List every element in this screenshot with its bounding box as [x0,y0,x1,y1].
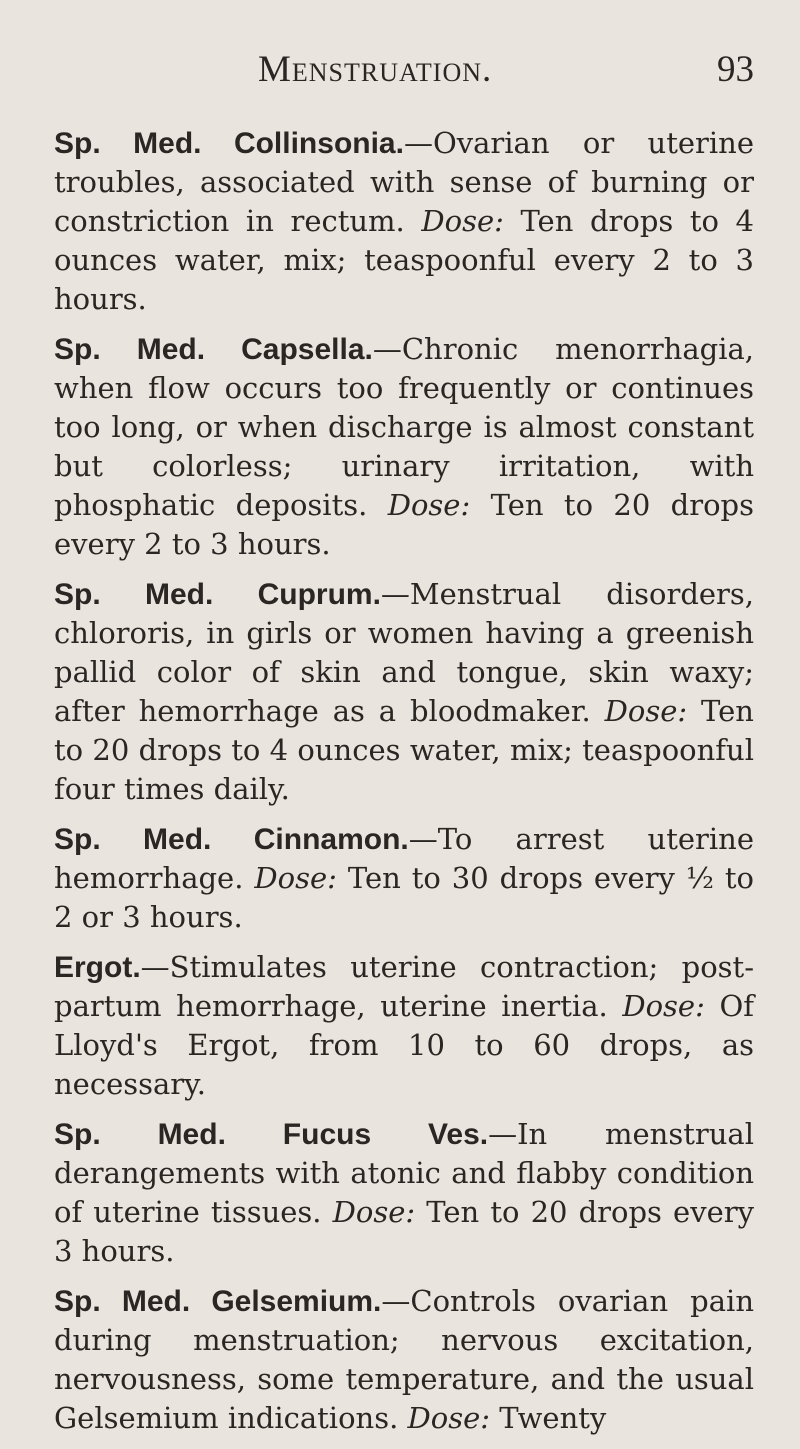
entry-description: —In menstrual derangements with atonic and flabby condition of uterine tissues. [54,1117,754,1229]
dose-label: Dose: [622,989,705,1023]
entry-cinnamon [54,820,754,937]
dose-label: Dose: [254,861,337,895]
dose-text: Ten drops to 4 ounces water, mix; teaspoonful every 2 to 3 hours. [54,204,755,316]
dose-label: Dose: [604,694,688,728]
entry-description: —Controls ovarian pain during menstruation; nervous excitation, nervousness, some temperature, and the usual Gelsemium indications. [54,1284,754,1435]
dose-text: Ten to 30 drops every ½ to 2 or 3 hours. [54,861,755,934]
entry-cuprum [54,575,754,809]
entry-collinsonia [54,124,754,319]
body-text [54,124,754,1449]
dose-text: Ten to 20 drops every 3 hours. [54,1195,755,1268]
entry-name: Ergot. [54,951,141,984]
entry-name: Sp. Med. Collinsonia. [54,127,404,160]
dose-label: Dose: [421,204,504,238]
dose-text: Twenty [490,1401,607,1435]
entry-description: —To arrest uterine hemorrhage. [54,822,754,895]
running-head [0,48,800,104]
running-head-title: Menstruation. [258,49,493,90]
entry-description: —Stimulates uterine contraction; post-partum hemorrhage, uterine inertia. [54,950,754,1023]
entry-gelsemium [54,1282,754,1438]
page-number: 93 [717,49,754,90]
dose-label: Dose: [407,1401,491,1435]
dose-text: Ten to 20 drops to 4 ounces water, mix; teaspoonful four times daily. [54,694,754,806]
dose-text: Ten to 20 drops every 2 to 3 hours. [54,488,754,561]
dose-text: Of Lloyd's Ergot, from 10 to 60 drops, as necessary. [54,989,754,1101]
entry-ergot [54,948,754,1104]
entry-description: —Ovarian or uterine troubles, associated with sense of burning or constriction in rectum. [54,126,754,238]
entry-capsella [54,330,754,564]
entry-name: Sp. Med. Cuprum. [54,578,381,611]
entry-fucus-ves [54,1115,754,1271]
entry-name: Sp. Med. Capsella. [54,333,373,366]
entry-name: Sp. Med. Fucus Ves. [54,1118,489,1151]
entry-description: —Menstrual disorders, chlororis, in girls or women having a greenish pallid color of skin and tongue, skin waxy; after hemorrhage as a bloodmaker. [54,577,755,728]
entry-name: Sp. Med. Gelsemium. [54,1285,382,1318]
entry-name: Sp. Med. Cinnamon. [54,823,409,856]
dose-label: Dose: [332,1195,416,1229]
dose-label: Dose: [387,488,471,522]
entry-description: —Chronic menorrhagia, when flow occurs too frequently or continues too long, or when discharge is almost constant but colorless; urinary irritation, with phosphatic deposits. [54,332,754,522]
